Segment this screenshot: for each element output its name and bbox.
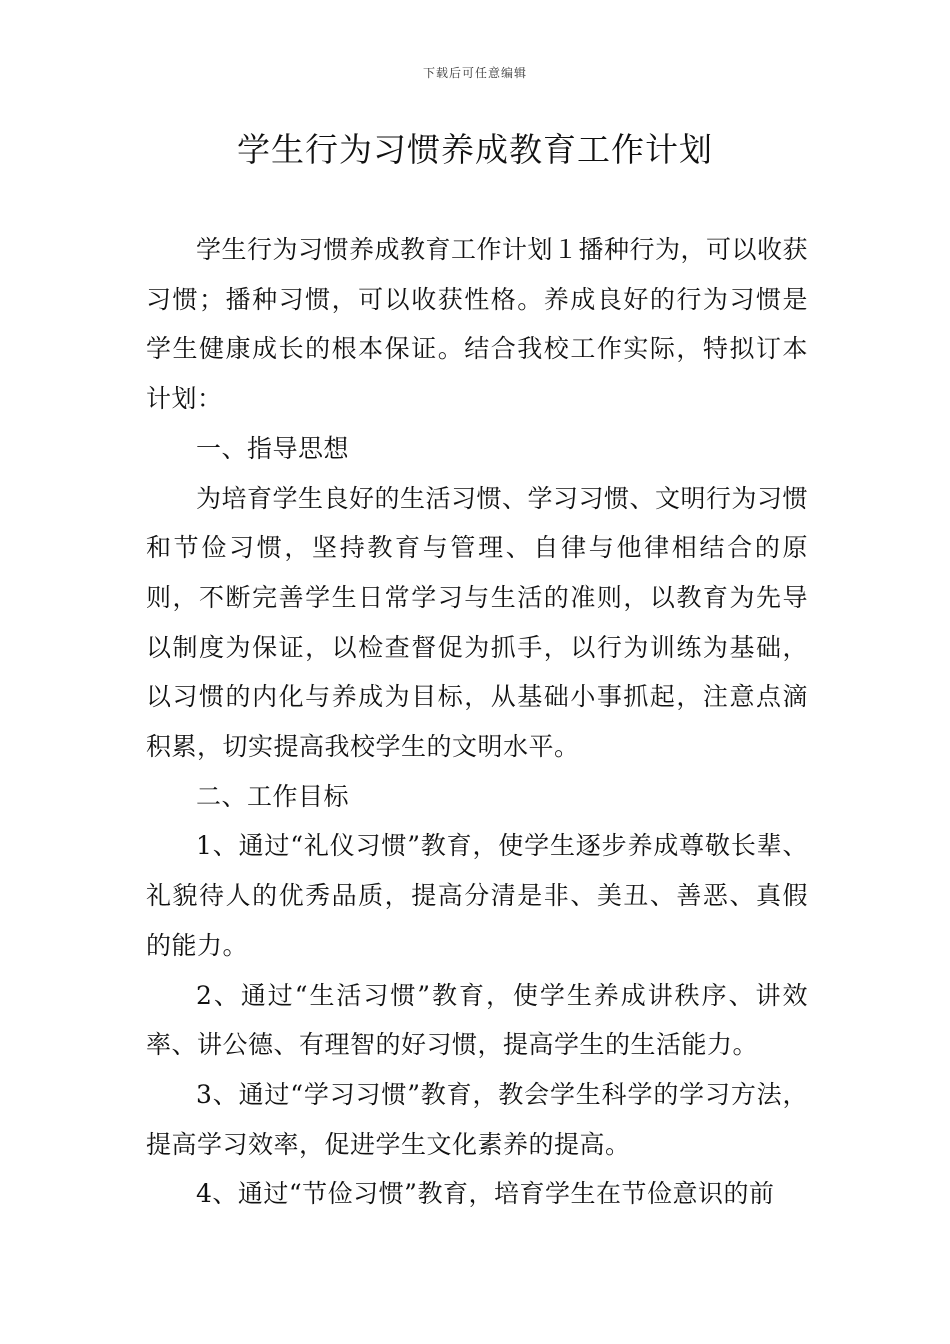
paragraph-guiding-thought: 为培育学生良好的生活习惯、学习习惯、文明行为习惯和节俭习惯，坚持教育与管理、自律与他律相结合的原则，不断完善学生日常学习与生活的准则，以教育为先导以制度为保证，以检查督促为抓手，以行为训练为基础，以习惯的内化与养成为目标，从基础小事抓起，注意点滴积累，切实提高我校学生的文明水平。: [146, 483, 809, 762]
paragraph-intro: 学生行为习惯养成教育工作计划１播种行为，可以收获习惯；播种习惯，可以收获性格。养成良好的行为习惯是学生健康成长的根本保证。结合我校工作实际，特拟订本计划：: [146, 235, 809, 414]
header-note: 下载后可任意编辑: [422, 66, 527, 80]
paragraph-goal-1: 1、通过“礼仪习惯”教育，使学生逐步养成尊敬长辈、礼貌待人的优秀品质，提高分清是非、美丑、善恶、真假的能力。: [146, 831, 808, 960]
document-body: [146, 225, 808, 1219]
section-heading-work-goals: 二、工作目标: [196, 781, 350, 811]
paragraph-goal-4: 4、通过“节俭习惯”教育，培育学生在节俭意识的前: [196, 1179, 775, 1209]
document-title: 学生行为习惯养成教育工作计划: [237, 130, 713, 169]
paragraph-goal-3: 3、通过“学习习惯”教育，教会学生科学的学习方法，提高学习效率，促进学生文化素养的提高。: [146, 1079, 808, 1159]
paragraph-goal-2: 2、通过“生活习惯”教育，使学生养成讲秩序、讲效率、讲公德、有理智的好习惯，提高学生的生活能力。: [146, 980, 808, 1060]
section-heading-guiding-thought: 一、指导思想: [196, 433, 350, 463]
